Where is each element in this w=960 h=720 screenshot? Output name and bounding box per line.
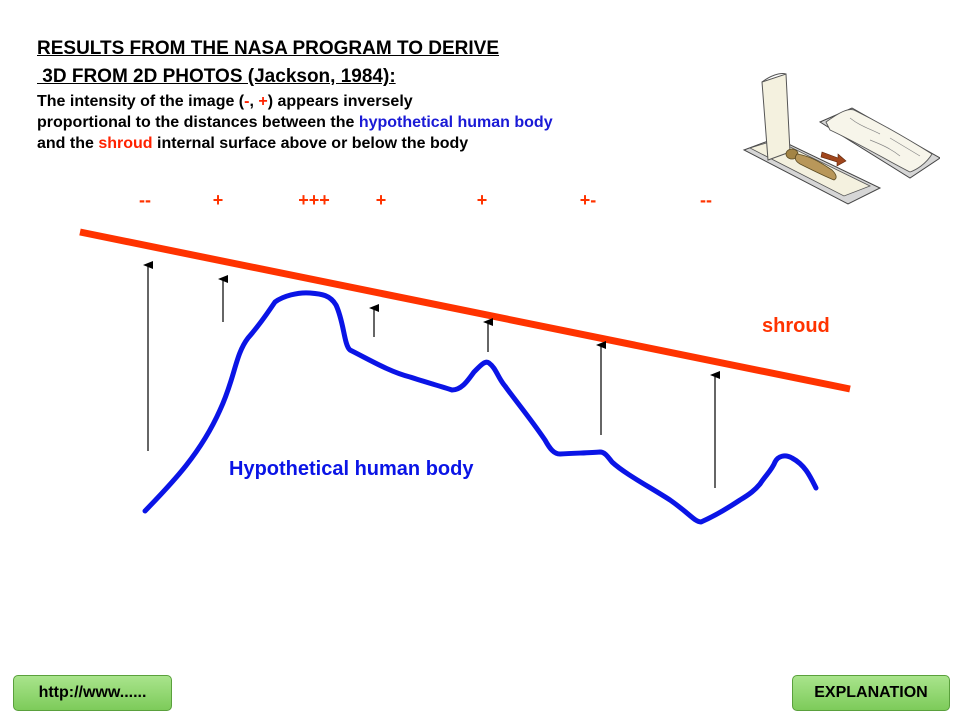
desc-text: ) appears inversely: [267, 93, 413, 110]
plus-sign: +: [258, 93, 268, 110]
intensity-sign-4: +: [375, 190, 387, 210]
title-line-1: RESULTS FROM THE NASA PROGRAM TO DERIVE: [37, 38, 500, 59]
body-term: hypothetical human body: [358, 114, 553, 131]
shroud-illustration: [740, 68, 940, 218]
desc-text: and the: [37, 135, 99, 152]
intensity-sign-5: +: [476, 190, 488, 210]
desc-comma: ,: [249, 93, 259, 110]
desc-text: The intensity of the image (: [37, 93, 245, 110]
shroud-label: shroud: [762, 315, 830, 337]
intensity-sign-3: +++: [298, 190, 330, 210]
desc-text: internal surface above or below the body: [152, 135, 469, 152]
body-label: Hypothetical human body: [229, 458, 474, 480]
title-line-2: 3D FROM 2D PHOTOS (Jackson, 1984):: [37, 66, 396, 87]
shroud-line: [80, 232, 850, 389]
intensity-sign-2: +: [212, 190, 224, 210]
minus-sign: -: [244, 93, 250, 110]
link-button[interactable]: http://www......: [13, 675, 172, 711]
explanation-button[interactable]: EXPLANATION: [792, 675, 950, 711]
intensity-sign-7: --: [700, 190, 712, 210]
intensity-sign-6: +-: [579, 190, 597, 210]
intensity-sign-1: --: [139, 190, 151, 210]
desc-text: proportional to the distances between the: [37, 114, 359, 131]
shroud-term: shroud: [98, 135, 153, 152]
